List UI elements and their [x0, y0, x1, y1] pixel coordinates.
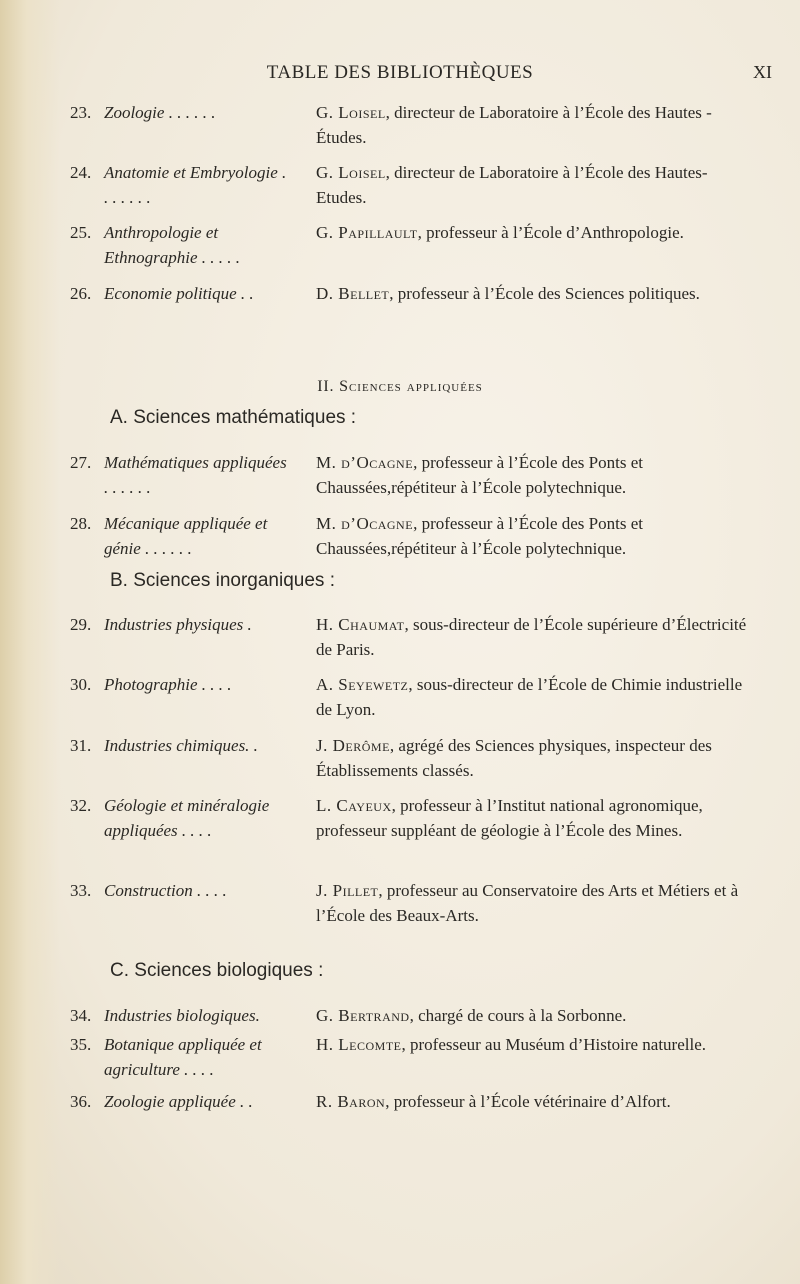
entry-number: 29.: [70, 615, 92, 634]
entry-description: [316, 1003, 754, 1028]
librarian-title: , professeur au Conservatoire des Arts et Métiers et à l’École des Beaux-Arts.: [316, 881, 739, 925]
entry-description: [316, 160, 754, 210]
entry-subject: Anthropologie et Ethnographie . . . . .: [104, 223, 240, 267]
entry-description: [316, 1089, 754, 1114]
librarian-title: , professeur à l’École vétérinaire d’Alfort.: [385, 1092, 671, 1111]
entry-subject: Construction . . . .: [104, 881, 227, 900]
librarian-name: M. d’Ocagne: [316, 514, 414, 533]
entry-description: [316, 1032, 754, 1057]
entry-number: 25.: [70, 223, 92, 242]
entry-number: 28.: [70, 514, 92, 533]
entry-number: 24.: [70, 163, 92, 182]
subsection-heading-a: A. Sciences mathématiques :: [110, 407, 357, 428]
entry-subject: Mathématiques appliquées . . . . . .: [104, 453, 287, 497]
librarian-name: J. Pillet: [316, 881, 379, 900]
librarian-title: , professeur à l’Institut national agronomique, professeur suppléant de géologie à l’École des Mines.: [316, 796, 703, 840]
entry-subject: Zoologie . . . . . .: [104, 103, 216, 122]
subsection-heading-b: B. Sciences inorganiques :: [110, 570, 335, 591]
entry-number: 30.: [70, 675, 92, 694]
librarian-title: , directeur de Laboratoire à l’École des Hautes-Etudes.: [316, 163, 708, 207]
librarian-name: H. Chaumat: [316, 615, 405, 634]
librarian-name: G. Loisel: [316, 103, 386, 122]
entry-number: 34.: [70, 1006, 92, 1025]
librarian-name: G. Papillault: [316, 223, 418, 242]
entry-subject: Industries biologiques.: [104, 1006, 260, 1025]
entry-subject: Botanique appliquée et agriculture . . . .: [104, 1035, 262, 1079]
librarian-title: , professeur à l’École d’Anthropologie.: [417, 223, 684, 242]
librarian-name: R. Baron: [316, 1092, 386, 1111]
entry-description: [316, 450, 754, 500]
librarian-name: M. d’Ocagne: [316, 453, 414, 472]
librarian-title: , sous-directeur de l’École de Chimie industrielle de Lyon.: [316, 675, 743, 719]
entry-number: 27.: [70, 453, 92, 472]
page-edge-shadow: [0, 0, 60, 1284]
librarian-title: , directeur de Laboratoire à l’École des Hautes - Études.: [316, 103, 712, 147]
entry-description: [316, 281, 754, 306]
librarian-title: , agrégé des Sciences physiques, inspecteur des Établissements classés.: [316, 736, 712, 780]
entry-number: 26.: [70, 284, 92, 303]
librarian-title: , professeur à l’École des Ponts et Chaussées,répétiteur à l’École polytechnique.: [316, 453, 643, 497]
entry-subject: Zoologie appliquée . .: [104, 1092, 253, 1111]
running-header: [0, 62, 800, 92]
librarian-name: L. Cayeux: [316, 796, 392, 815]
entry-number: 35.: [70, 1035, 92, 1054]
librarian-title: , professeur à l’École des Sciences politiques.: [389, 284, 700, 303]
entry-number: 23.: [70, 103, 92, 122]
section-number: II.: [317, 378, 335, 395]
header-title: TABLE DES BIBLIOTHÈQUES: [266, 62, 534, 83]
entry-number: 33.: [70, 881, 92, 900]
entry-subject: Géologie et minéralogie appliquées . . . .: [104, 796, 270, 840]
entry-subject: Anatomie et Embryologie . . . . . . .: [104, 163, 287, 207]
librarian-name: H. Lecomte: [316, 1035, 402, 1054]
entry-description: [316, 612, 754, 662]
librarian-title: , sous-directeur de l’École supérieure d’Électricité de Paris.: [316, 615, 747, 659]
entry-description: [316, 733, 754, 783]
entry-number: 32.: [70, 796, 92, 815]
entry-subject: Mécanique appliquée et génie . . . . . .: [104, 514, 268, 558]
section-heading: [0, 378, 800, 396]
entry-description: [316, 793, 754, 843]
entry-number: 31.: [70, 736, 92, 755]
section-title: Sciences appliquées: [339, 378, 483, 395]
entry-description: [316, 100, 754, 150]
entry-subject: Economie politique . .: [104, 284, 254, 303]
entry-subject: Industries physiques .: [104, 615, 252, 634]
entry-description: [316, 672, 754, 722]
page-number: XI: [753, 62, 772, 82]
entry-number: 36.: [70, 1092, 92, 1111]
entry-description: [316, 878, 754, 928]
librarian-name: D. Bellet: [316, 284, 390, 303]
librarian-name: G. Bertrand: [316, 1006, 410, 1025]
librarian-title: , chargé de cours à la Sorbonne.: [409, 1006, 627, 1025]
librarian-name: A. Seyewetz: [316, 675, 409, 694]
librarian-title: , professeur à l’École des Ponts et Chaussées,répétiteur à l’École polytechnique.: [316, 514, 643, 558]
entry-subject: Industries chimiques. .: [104, 736, 258, 755]
entry-subject: Photographie . . . .: [104, 675, 232, 694]
entry-description: [316, 220, 754, 245]
librarian-title: , professeur au Muséum d’Histoire naturelle.: [401, 1035, 706, 1054]
subsection-heading-c: C. Sciences biologiques :: [110, 960, 324, 981]
librarian-name: G. Loisel: [316, 163, 386, 182]
entry-description: [316, 511, 754, 561]
librarian-name: J. Derôme: [316, 736, 390, 755]
